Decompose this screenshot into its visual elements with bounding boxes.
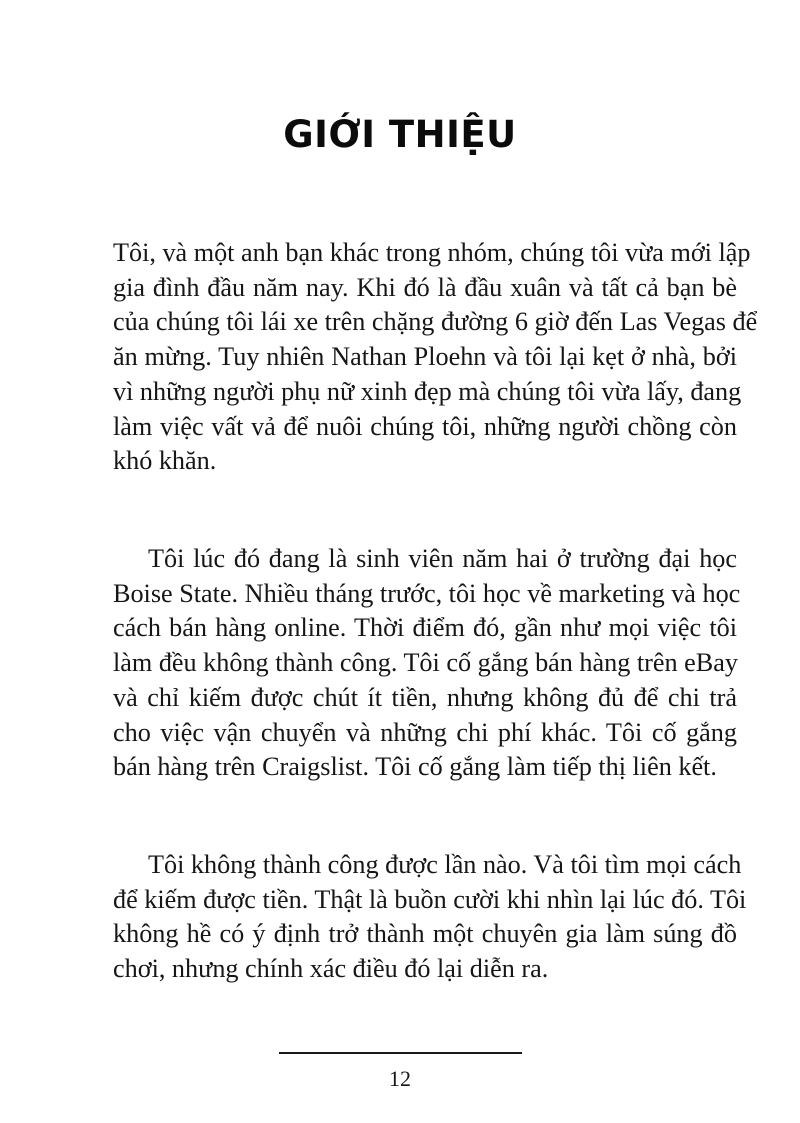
text-line: cách bán hàng online. Thời điểm đó, gần như mọi việc tôi [113,613,737,643]
text-line: vì những người phụ nữ xinh đẹp mà chúng tôi vừa lấy, đang [113,376,742,406]
text-line: để kiếm được tiền. Thật là buồn cười khi nhìn lại lúc đó. Tôi [113,884,747,914]
paragraph-2 [113,542,741,785]
text-line: và chỉ kiếm được chút ít tiền, nhưng không đủ để chi trả [113,682,737,712]
text-line: làm đều không thành công. Tôi cố gắng bán hàng trên eBay [113,648,738,678]
text-line: làm việc vất vả để nuôi chúng tôi, những người chồng còn [113,411,737,441]
text-line: của chúng tôi lái xe trên chặng đường 6 giờ đến Las Vegas để [113,307,758,337]
chapter-title: GIỚI THIỆU [283,113,517,156]
text-line: Tôi lúc đó đang là sinh viên năm hai ở trường đại học [148,544,737,573]
text-line: bán hàng trên Craigslist. Tôi cố gắng làm tiếp thị liên kết. [113,752,717,782]
text-line: Tôi, và một anh bạn khác trong nhóm, chúng tôi vừa mới lập [113,238,751,267]
text-line: cho việc vận chuyển và những chi phí khác. Tôi cố gắng [113,717,737,747]
text-line: không hề có ý định trở thành một chuyên gia làm súng đồ [113,919,737,949]
footer-divider [279,1052,522,1054]
text-line: chơi, nhưng chính xác điều đó lại diễn ra. [113,954,549,984]
text-line: ăn mừng. Tuy nhiên Nathan Ploehn và tôi lại kẹt ở nhà, bởi [113,342,737,372]
text-line: Boise State. Nhiều tháng trước, tôi học về marketing và học [113,578,741,608]
page-number: 12 [389,1066,411,1091]
text-line: khó khăn. [113,446,217,476]
text-line: gia đình đầu năm nay. Khi đó là đầu xuân và tất cả bạn bè [113,272,737,302]
paragraph-1 [113,236,758,479]
text-line: Tôi không thành công được lần nào. Và tôi tìm mọi cách [148,850,742,879]
paragraph-3 [113,848,747,987]
